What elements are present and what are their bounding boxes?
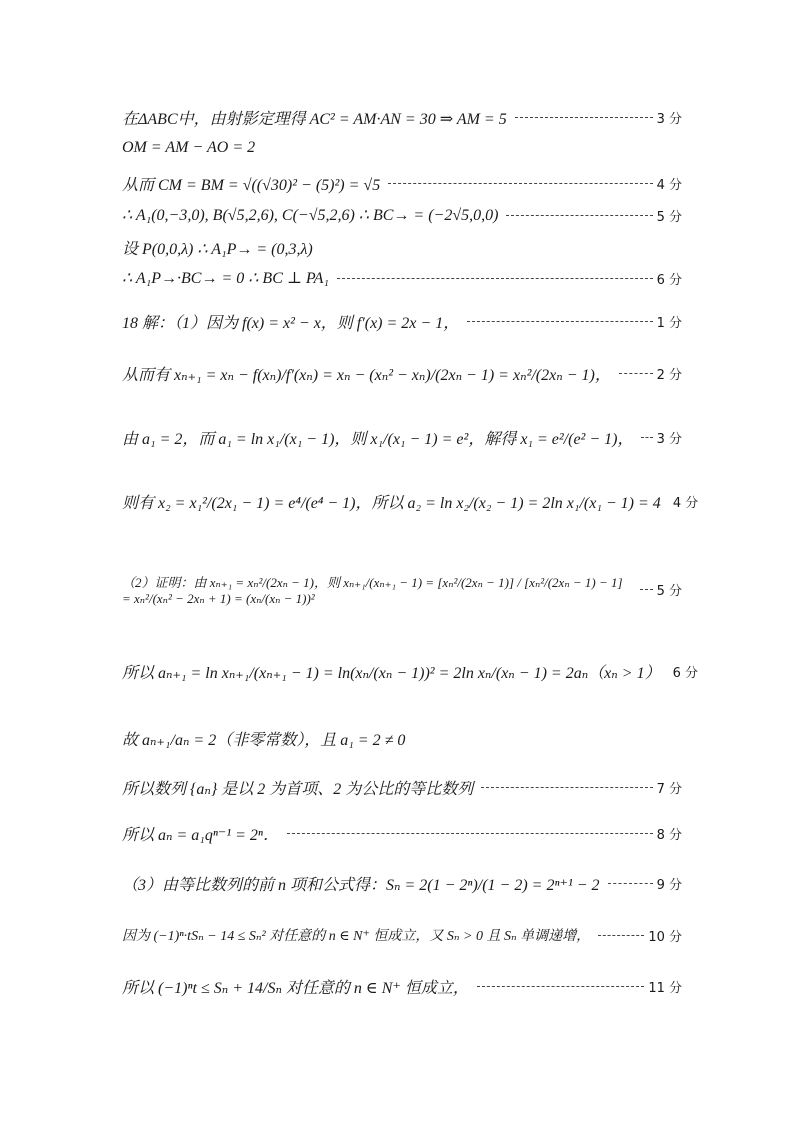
score-label: 5 分: [656, 584, 682, 599]
dash-leader: [608, 883, 653, 884]
line-7: [122, 310, 682, 333]
score-label: 8 分: [656, 828, 682, 843]
score-label: 9 分: [656, 878, 682, 893]
line-text: （3）由等比数列的前 n 项和公式得：Sₙ = 2(1 − 2ⁿ)/(1 − 2) = 2ⁿ⁺¹ − 2: [122, 877, 600, 894]
line-text: 所以 aₙ = a₁qⁿ⁻¹ = 2ⁿ．: [122, 827, 279, 844]
score-label: 2 分: [656, 368, 682, 383]
line-text: 在ΔABC中，由射影定理得 AC² = AM·AN = 30 ⇒ AM = 5: [122, 111, 507, 128]
line-text: 从而 CM = BM = √((√30)² − (5)²) = √5: [122, 177, 381, 194]
line-14: [122, 776, 682, 799]
line-text: ∴ A₁P→·BC→ = 0 ∴ BC ⊥ PA₁: [122, 270, 329, 287]
score-label: 11 分: [648, 981, 682, 996]
line-17: [122, 925, 682, 945]
line-2: [122, 139, 682, 157]
line-text: 所以数列 {aₙ} 是以 2 为首项、2 为公比的等比数列: [122, 781, 474, 798]
dash-leader: [506, 215, 652, 216]
line-text: 18 解：（1）因为 f(x) = x² − x，则 f′(x) = 2x − 1，: [122, 315, 460, 332]
dash-leader: [477, 986, 644, 987]
dash-leader: [287, 833, 653, 834]
line-9: [122, 426, 682, 449]
line-1: [122, 106, 682, 129]
line-text: 则有 x₂ = x₁²/(2x₁ − 1) = e⁴/(e⁴ − 1)，所以 a₂ = ln x₂/(x₂ − 1) = 2ln x₁/(x₁ − 1) = 4: [122, 495, 661, 512]
line-text: 因为 (−1)ⁿ·tSₙ − 14 ≤ Sₙ² 对任意的 n ∈ N⁺ 恒成立，又 Sₙ > 0 且 Sₙ 单调递增，: [122, 929, 591, 944]
line-text: 设 P(0,0,λ) ∴ A₁P→ = (0,3,λ): [122, 241, 313, 258]
line-10: [122, 490, 699, 513]
score-label: 3 分: [656, 432, 682, 447]
score-label: 6 分: [672, 666, 698, 681]
line-16: [122, 872, 682, 895]
line-text: 所以 (−1)ⁿt ≤ Sₙ + 14/Sₙ 对任意的 n ∈ N⁺ 恒成立，: [122, 980, 469, 997]
dash-leader: [467, 321, 652, 322]
line-15: [122, 822, 682, 845]
line-text: ∴ A₁(0,−3,0), B(√5,2,6), C(−√5,2,6) ∴ BC→ = (−2√5,0,0): [122, 207, 499, 224]
score-label: 4 分: [672, 496, 699, 511]
line-text: 所以 aₙ₊₁ = ln xₙ₊₁/(xₙ₊₁ − 1) = ln(xₙ/(xₙ − 1))² = 2ln xₙ/(xₙ − 1) = 2aₙ（xₙ > 1）: [122, 665, 661, 682]
dash-leader: [619, 373, 653, 374]
line-text: 由 a₁ = 2，而 a₁ = ln x₁/(x₁ − 1)，则 x₁/(x₁ − 1) = e²，解得 x₁ = e²/(e² − 1)，: [122, 431, 634, 448]
line-5: [122, 236, 682, 259]
dash-leader: [337, 278, 653, 279]
line-text: （2）证明：由 xₙ₊₁ = xₙ²/(2xₙ − 1)，则 xₙ₊₁/(xₙ₊₁ − 1) = [xₙ²/(2xₙ − 1)] / [xₙ²/(2xₙ − 1) − 1] = xₙ²/(xₙ² − 2xₙ + 1) = (xₙ/(xₙ − 1))²: [122, 575, 623, 606]
line-8: [122, 362, 682, 385]
dash-leader: [481, 787, 652, 788]
line-text: 从而有 xₙ₊₁ = xₙ − f(xₙ)/f′(xₙ) = xₙ − (xₙ² − xₙ)/(2xₙ − 1) = xₙ²/(2xₙ − 1)，: [122, 367, 611, 384]
score-label: 5 分: [656, 209, 682, 225]
line-18: [122, 975, 682, 998]
line-13: [122, 727, 682, 750]
line-6: [122, 268, 682, 288]
dash-leader: [641, 437, 652, 438]
dash-leader: [640, 589, 653, 590]
score-label: 10 分: [648, 929, 682, 945]
dash-leader: [598, 935, 644, 936]
line-3: [122, 172, 682, 195]
score-label: 1 分: [656, 316, 682, 331]
dash-leader: [515, 117, 653, 118]
score-label: 6 分: [656, 272, 682, 288]
score-label: 3 分: [656, 112, 682, 127]
score-label: 7 分: [656, 782, 682, 797]
line-4: [122, 205, 682, 225]
line-text: OM = AM − AO = 2: [122, 139, 256, 156]
dash-leader: [388, 183, 652, 184]
line-11: [122, 572, 682, 607]
line-12: [122, 660, 698, 683]
score-label: 4 分: [656, 178, 682, 193]
line-text: 故 aₙ₊₁/aₙ = 2（非零常数），且 a₁ = 2 ≠ 0: [122, 732, 406, 749]
